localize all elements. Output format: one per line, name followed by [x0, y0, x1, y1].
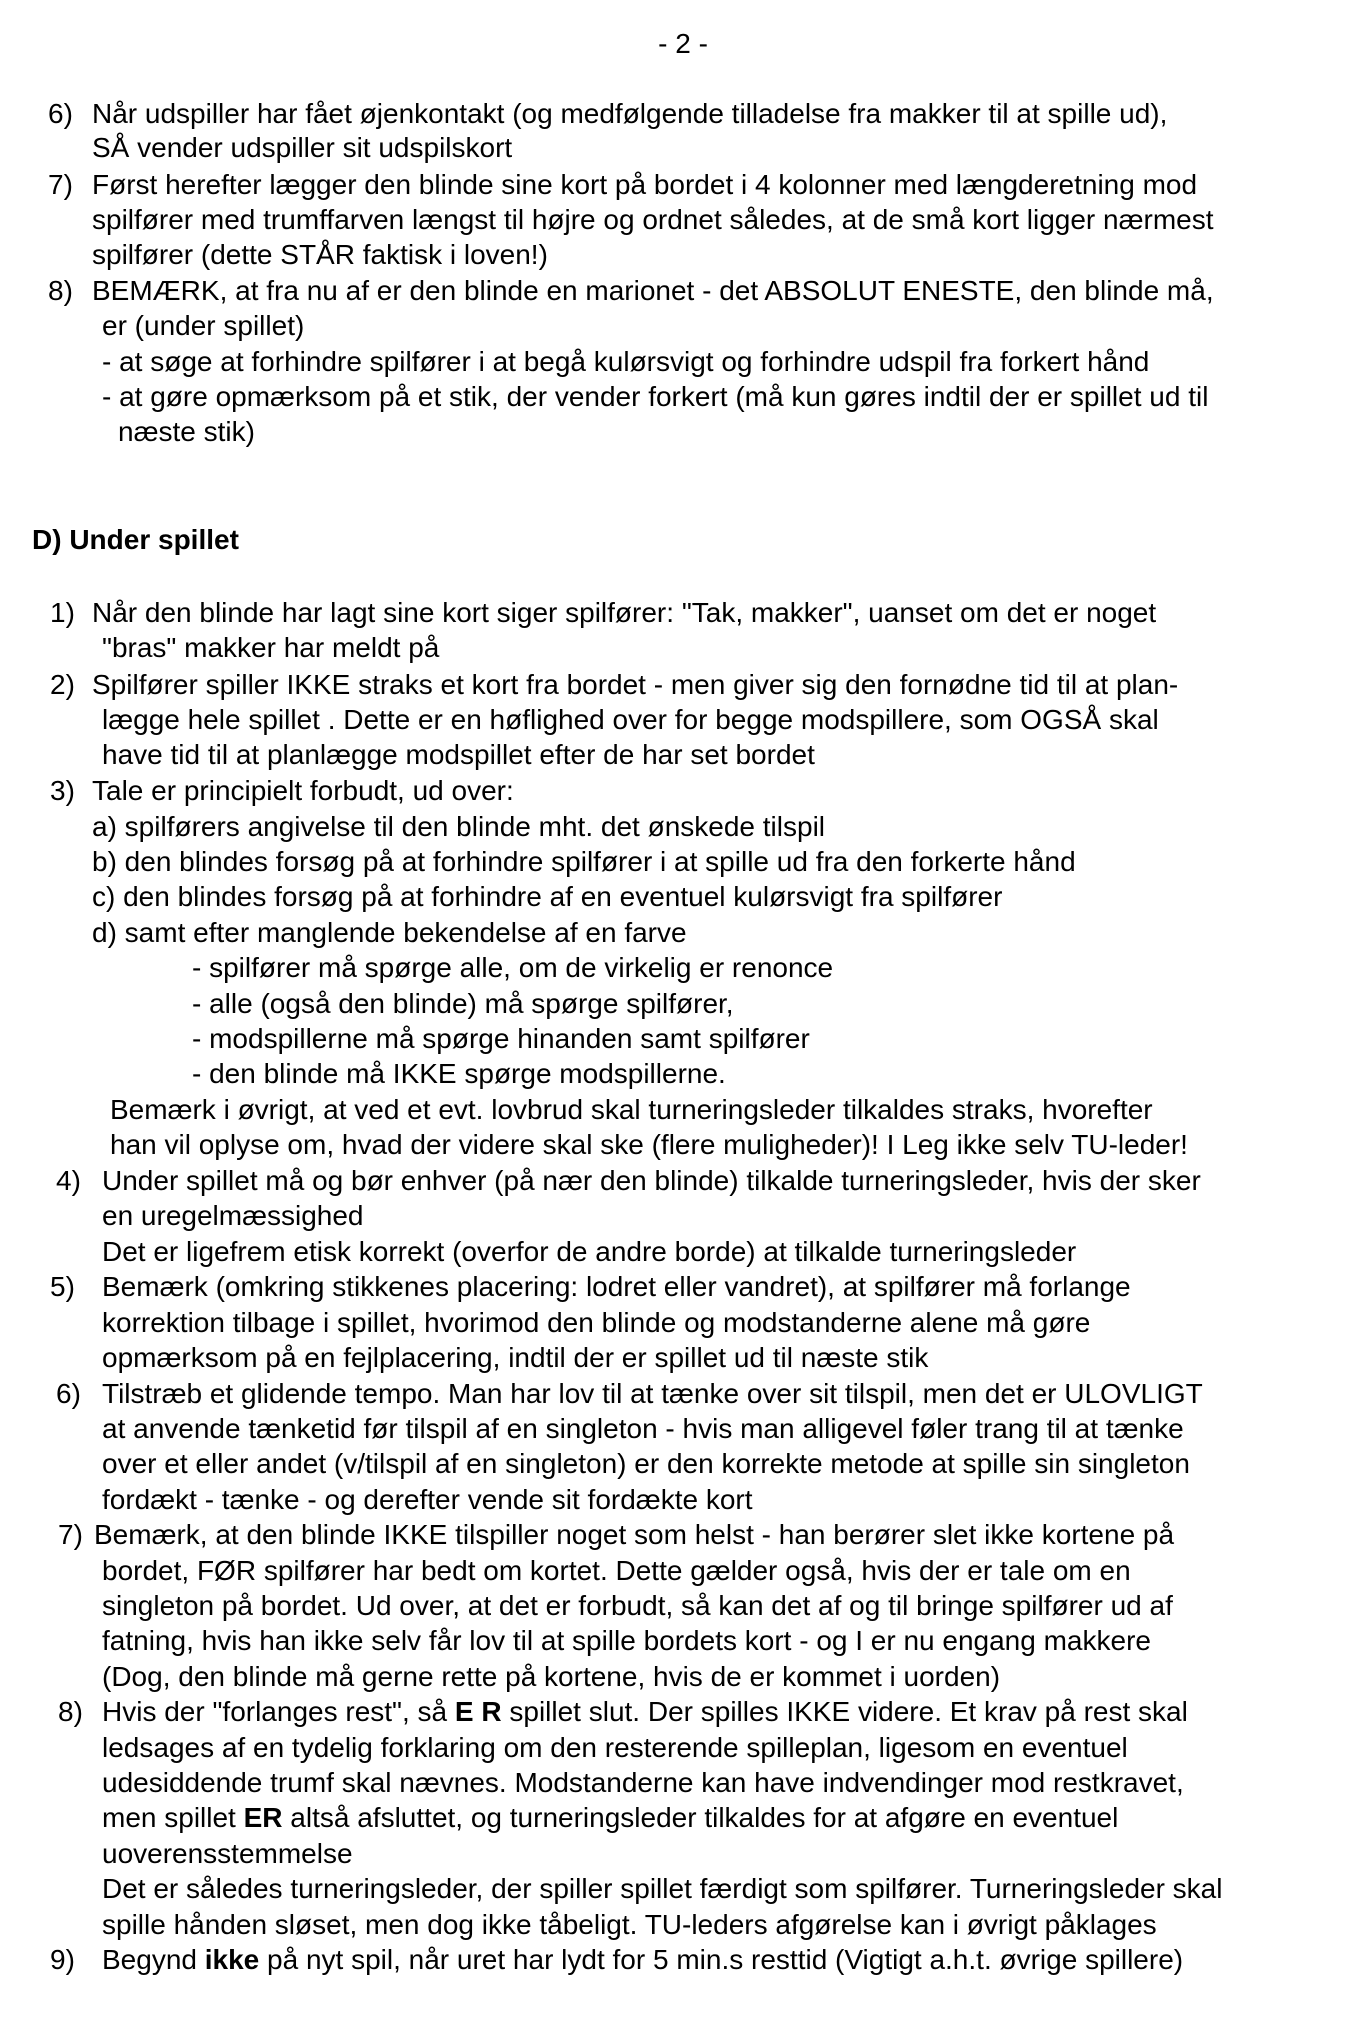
item-line: - spilfører må spørge alle, om de virkelig er renonce: [192, 952, 834, 983]
emphasis: ikke: [204, 1944, 260, 1975]
section-heading: D) Under spillet: [32, 524, 239, 555]
item-line: Spilfører spiller IKKE straks et kort fra bordet - men giver sig den fornødne tid til at plan-: [92, 669, 1179, 700]
item-line: ledsages af en tydelig forklaring om den resterende spilleplan, ligesom en eventuel: [102, 1732, 1128, 1763]
item-number: 8): [58, 1696, 83, 1727]
item-number: 6): [56, 1378, 81, 1409]
item-line: næste stik): [118, 416, 255, 447]
item-line: SÅ vender udspiller sit udspilskort: [92, 132, 513, 163]
item-line: - at søge at forhindre spilfører i at begå kulørsvigt og forhindre udspil fra forkert hånd: [102, 346, 1150, 377]
item-line: lægge hele spillet . Dette er en høflighed over for begge modspillere, som OGSÅ skal: [102, 704, 1159, 735]
item-line: er (under spillet): [102, 310, 305, 341]
item-line: b) den blindes forsøg på at forhindre spilfører i at spille ud fra den forkerte hånd: [92, 846, 1076, 877]
item-line: - den blinde må IKKE spørge modspillerne.: [192, 1058, 726, 1089]
item-line: [102, 1695, 1188, 1729]
item-line: over et eller andet (v/tilspil af en singleton) er den korrekte metode at spille sin singleton: [102, 1448, 1190, 1479]
text-run: Hvis der "forlanges rest", så: [102, 1696, 455, 1727]
item-number: 3): [50, 775, 75, 806]
emphasis: E R: [454, 1696, 502, 1727]
item-line: - alle (også den blinde) må spørge spilfører,: [192, 988, 734, 1019]
item-line: Bemærk i øvrigt, at ved et evt. lovbrud skal turneringsleder tilkaldes straks, hvorefter: [110, 1094, 1153, 1125]
item-line: uoverensstemmelse: [102, 1838, 353, 1869]
item-line: fordækt - tænke - og derefter vende sit fordækte kort: [102, 1484, 753, 1515]
item-line: "bras" makker har meldt på: [102, 632, 440, 663]
item-line: udesiddende trumf skal nævnes. Modstanderne kan have indvendinger mod restkravet,: [102, 1767, 1184, 1798]
item-line: Det er ligefrem etisk korrekt (overfor de andre borde) at tilkalde turneringsleder: [102, 1236, 1077, 1267]
item-line: korrektion tilbage i spillet, hvorimod den blinde og modstanderne alene må gøre: [102, 1307, 1091, 1338]
item-line: at anvende tænketid før tilspil af en singleton - hvis man alligevel føler trang til at tænke: [102, 1413, 1184, 1444]
emphasis: ER: [243, 1802, 283, 1833]
item-line: - modspillerne må spørge hinanden samt spilfører: [192, 1023, 810, 1054]
item-line: a) spilførers angivelse til den blinde mht. det ønskede tilspil: [92, 811, 826, 842]
item-number: 6): [48, 98, 73, 129]
item-number: 9): [50, 1944, 75, 1975]
item-line: - at gøre opmærksom på et stik, der vender forkert (må kun gøres indtil der er spillet ud til: [102, 381, 1209, 412]
item-line: spilfører (dette STÅR faktisk i loven!): [92, 239, 548, 270]
item-number: 5): [50, 1271, 75, 1302]
text-run: spillet slut. Der spilles IKKE videre. Et krav på rest skal: [501, 1696, 1188, 1727]
item-line: [102, 1943, 1183, 1977]
item-number: 8): [48, 275, 73, 306]
item-line: Det er således turneringsleder, der spiller spillet færdigt som spilfører. Turneringsleder skal: [102, 1873, 1223, 1904]
item-line: Bemærk (omkring stikkenes placering: lodret eller vandret), at spilfører må forlange: [102, 1271, 1131, 1302]
item-line: opmærksom på en fejlplacering, indtil der er spillet ud til næste stik: [102, 1342, 929, 1373]
item-line: d) samt efter manglende bekendelse af en farve: [92, 917, 687, 948]
item-number: 7): [48, 169, 73, 200]
item-line: [102, 1801, 1118, 1835]
item-number: 7): [58, 1519, 83, 1550]
item-line: (Dog, den blinde må gerne rette på kortene, hvis de er kommet i uorden): [102, 1661, 1001, 1692]
item-line: c) den blindes forsøg på at forhindre af en eventuel kulørsvigt fra spilfører: [92, 881, 1003, 912]
item-line: fatning, hvis han ikke selv får lov til at spille bordets kort - og I er nu engang makkere: [102, 1625, 1151, 1656]
item-line: Under spillet må og bør enhver (på nær den blinde) tilkalde turneringsleder, hvis der sker: [102, 1165, 1201, 1196]
text-run: men spillet: [102, 1802, 244, 1833]
item-line: Tale er principielt forbudt, ud over:: [92, 775, 514, 806]
item-line: spilfører med trumffarven længst til højre og ordnet således, at de små kort ligger nærmest: [92, 204, 1214, 235]
item-line: have tid til at planlægge modspillet efter de har set bordet: [102, 739, 815, 770]
item-line: Bemærk, at den blinde IKKE tilspiller noget som helst - han berører slet ikke kortene på: [94, 1519, 1175, 1550]
text-run: altså afsluttet, og turneringsleder tilkaldes for at afgøre en eventuel: [282, 1802, 1119, 1833]
text-run: på nyt spil, når uret har lydt for 5 min.s resttid (Vigtigt a.h.t. øvrige spillere): [259, 1944, 1184, 1975]
item-line: singleton på bordet. Ud over, at det er forbudt, så kan det af og til bringe spilfører ud af: [102, 1590, 1173, 1621]
item-line: Når den blinde har lagt sine kort siger spilfører: "Tak, makker", uanset om det er noget: [92, 597, 1157, 628]
item-line: Når udspiller har fået øjenkontakt (og medfølgende tilladelse fra makker til at spille ud),: [92, 98, 1168, 129]
item-line: en uregelmæssighed: [102, 1200, 364, 1231]
item-line: BEMÆRK, at fra nu af er den blinde en marionet - det ABSOLUT ENESTE, den blinde må,: [92, 275, 1214, 306]
text-run: Begynd: [102, 1944, 205, 1975]
page-number: - 2 -: [658, 28, 708, 59]
item-line: Tilstræb et glidende tempo. Man har lov til at tænke over sit tilspil, men det er ULOVLIGT: [102, 1378, 1203, 1409]
item-number: 2): [50, 669, 75, 700]
item-number: 4): [56, 1165, 81, 1196]
item-line: spille hånden sløset, men dog ikke tåbeligt. TU-leders afgørelse kan i øvrigt påklages: [102, 1909, 1157, 1940]
item-line: han vil oplyse om, hvad der videre skal ske (flere muligheder)! I Leg ikke selv TU-leder!: [110, 1129, 1188, 1160]
item-number: 1): [50, 597, 75, 628]
item-line: bordet, FØR spilfører har bedt om kortet. Dette gælder også, hvis der er tale om en: [102, 1555, 1131, 1586]
item-line: Først herefter lægger den blinde sine kort på bordet i 4 kolonner med længderetning mod: [92, 169, 1198, 200]
